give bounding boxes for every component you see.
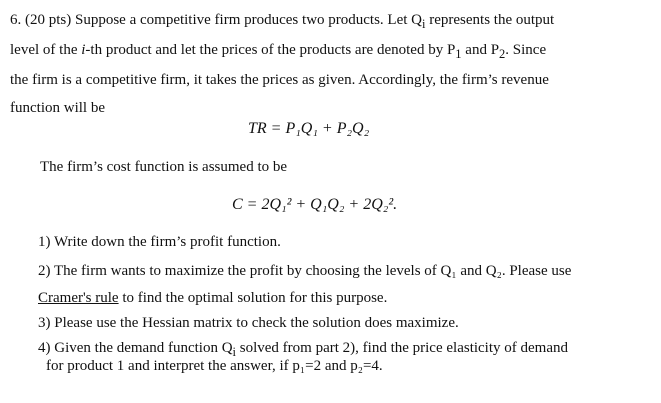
problem-line-4: function will be: [10, 100, 105, 116]
line2-e: and P: [461, 42, 500, 58]
question-4-line-2: for product 1 and interpret the answer, if p₁=2 and p₂=4.: [46, 358, 383, 374]
header-tail: represents the output: [425, 12, 555, 28]
question-2-line-1: 2) The firm wants to maximize the profit by choosing the levels of Q₁ and Q₂. Please use: [38, 263, 572, 279]
cost-intro: The firm’s cost function is assumed to be: [40, 159, 288, 175]
line2-g: . Since: [505, 42, 547, 58]
question-4-sub: i: [232, 345, 237, 359]
line2-sub2: 2: [499, 47, 506, 61]
problem-line-3: the firm is a competitive firm, it takes the prices as given. Accordingly, the firm’s revenue: [10, 72, 549, 88]
line2-i: i: [81, 42, 86, 58]
question-2-line-2: [38, 288, 387, 308]
problem-line-2: [10, 40, 546, 64]
revenue-equation: TR = P₁Q₁ + P₂Q₂: [248, 120, 370, 137]
cost-equation: C = 2Q₁² + Q₁Q₂ + 2Q₂².: [232, 196, 398, 213]
question-3: 3) Please use the Hessian matrix to check the solution does maximize.: [38, 315, 459, 331]
line2-sub1: 1: [455, 47, 462, 61]
cramers-rule-link[interactable]: Cramer's rule: [38, 290, 119, 306]
line2-a: level of the: [10, 42, 82, 58]
question-2-tail: to find the optimal solution for this purpose.: [118, 290, 388, 306]
question-4-tail: solved from part 2), find the price elasticity of demand: [236, 340, 568, 356]
header-subscript: i: [422, 17, 426, 31]
question-1: 1) Write down the firm’s profit function.: [38, 234, 281, 250]
problem-header: [10, 10, 554, 34]
line2-c: -th product and let the prices of the products are denoted by P: [85, 42, 456, 58]
header-text: 6. (20 pts) Suppose a competitive firm produces two products. Let Q: [10, 12, 423, 28]
question-4-a: 4) Given the demand function Q: [38, 340, 233, 356]
